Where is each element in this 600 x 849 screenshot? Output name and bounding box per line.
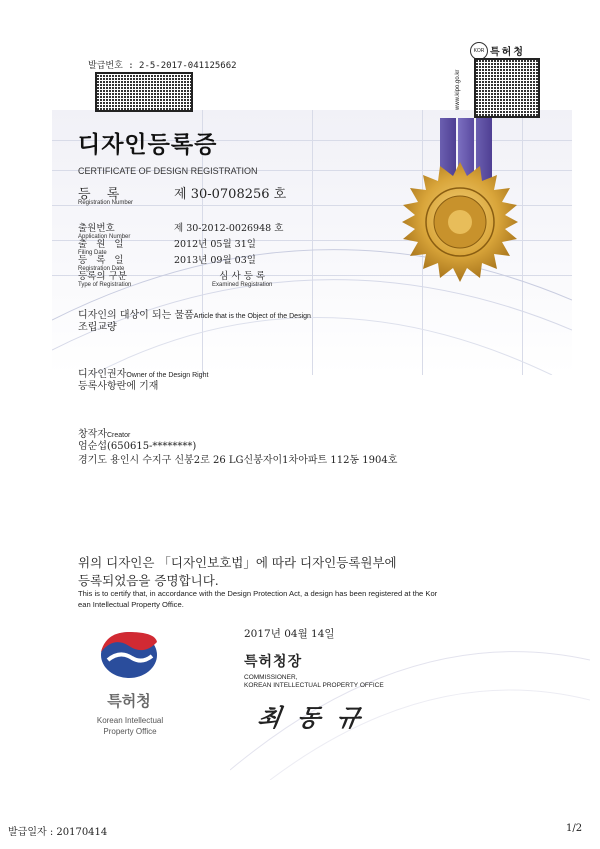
filing-date: 2012년 05월 31일 (174, 239, 256, 250)
kor-badge: KOR (470, 42, 488, 60)
kipo-logo-icon (98, 630, 160, 680)
row-application: 출원번호 Application Number (78, 223, 131, 240)
issue-date: 2017년 04월 14일 (244, 628, 335, 640)
certify-statement-en-1: This is to certify that, in accordance with the Design Protection Act, a design has been registered at the Kor (78, 589, 438, 598)
page-number: 1/2 (566, 823, 583, 834)
certificate-title-en: CERTIFICATE OF DESIGN REGISTRATION (78, 166, 258, 176)
row-filing: 출 원 일 Filing Date (78, 239, 127, 256)
article-label: 디자인의 대상이 되는 물품Article that is the Object of the Design (78, 310, 311, 321)
commissioner-title-en-1: COMMISSIONER, (244, 674, 298, 681)
application-number: 제 30-2012-0026948 호 (174, 223, 284, 234)
registration-label-en: Registration Number (78, 200, 134, 206)
logo-name-en-1: Korean Intellectual (96, 716, 164, 725)
creator-name: 엄순섭(650615-********) (78, 441, 197, 452)
footer-issue-date: 발급일자 : 20170414 (8, 827, 108, 838)
registration-label: 등 록 (78, 187, 126, 202)
creator-label: 창작자Creator (78, 429, 131, 440)
certify-statement-ko-2: 등록되었음을 증명합니다. (78, 573, 219, 588)
certify-statement-en-2: ean Intellectual Property Office. (78, 600, 184, 609)
registration-date: 2013년 09월 03일 (174, 255, 256, 266)
registration-number: 제 30-0708256 호 (174, 187, 287, 202)
barcode (95, 72, 193, 112)
office-short-name: 특허청 (490, 47, 525, 58)
kipo-url: www.kipo.go.kr (455, 69, 461, 110)
logo-name-en-2: Property Office (103, 727, 157, 736)
gold-seal (398, 160, 522, 284)
certificate-title: 디자인등록증 (78, 132, 218, 158)
qr-code (474, 58, 540, 118)
creator-address: 경기도 용인시 수지구 신봉2로 26 LG신봉자이1차아파트 112동 1904호 (78, 455, 398, 466)
article-value: 조립교량 (78, 322, 117, 333)
issue-number: 발급번호 : 2-5-2017-041125662 (88, 61, 237, 71)
commissioner-title-en-2: KOREAN INTELLECTUAL PROPERTY OFFICE (244, 682, 384, 689)
certify-statement-ko-1: 위의 디자인은 「디자인보호법」에 따라 디자인등록원부에 (78, 555, 397, 570)
registration-type: 심 사 등 록 Examined Registration (212, 271, 273, 288)
row-type: 등록의 구분 Type of Registration (78, 271, 132, 288)
owner-label: 디자인권자Owner of the Design Right (78, 369, 209, 380)
row-registration-date: 등 록 일 Registration Date (78, 255, 127, 272)
owner-value: 등록사항란에 기재 (78, 381, 159, 392)
logo-name-ko: 특허청 (107, 692, 151, 710)
commissioner-title: 특허청장 (244, 654, 303, 670)
commissioner-signature: 최 동 규 (255, 703, 367, 732)
